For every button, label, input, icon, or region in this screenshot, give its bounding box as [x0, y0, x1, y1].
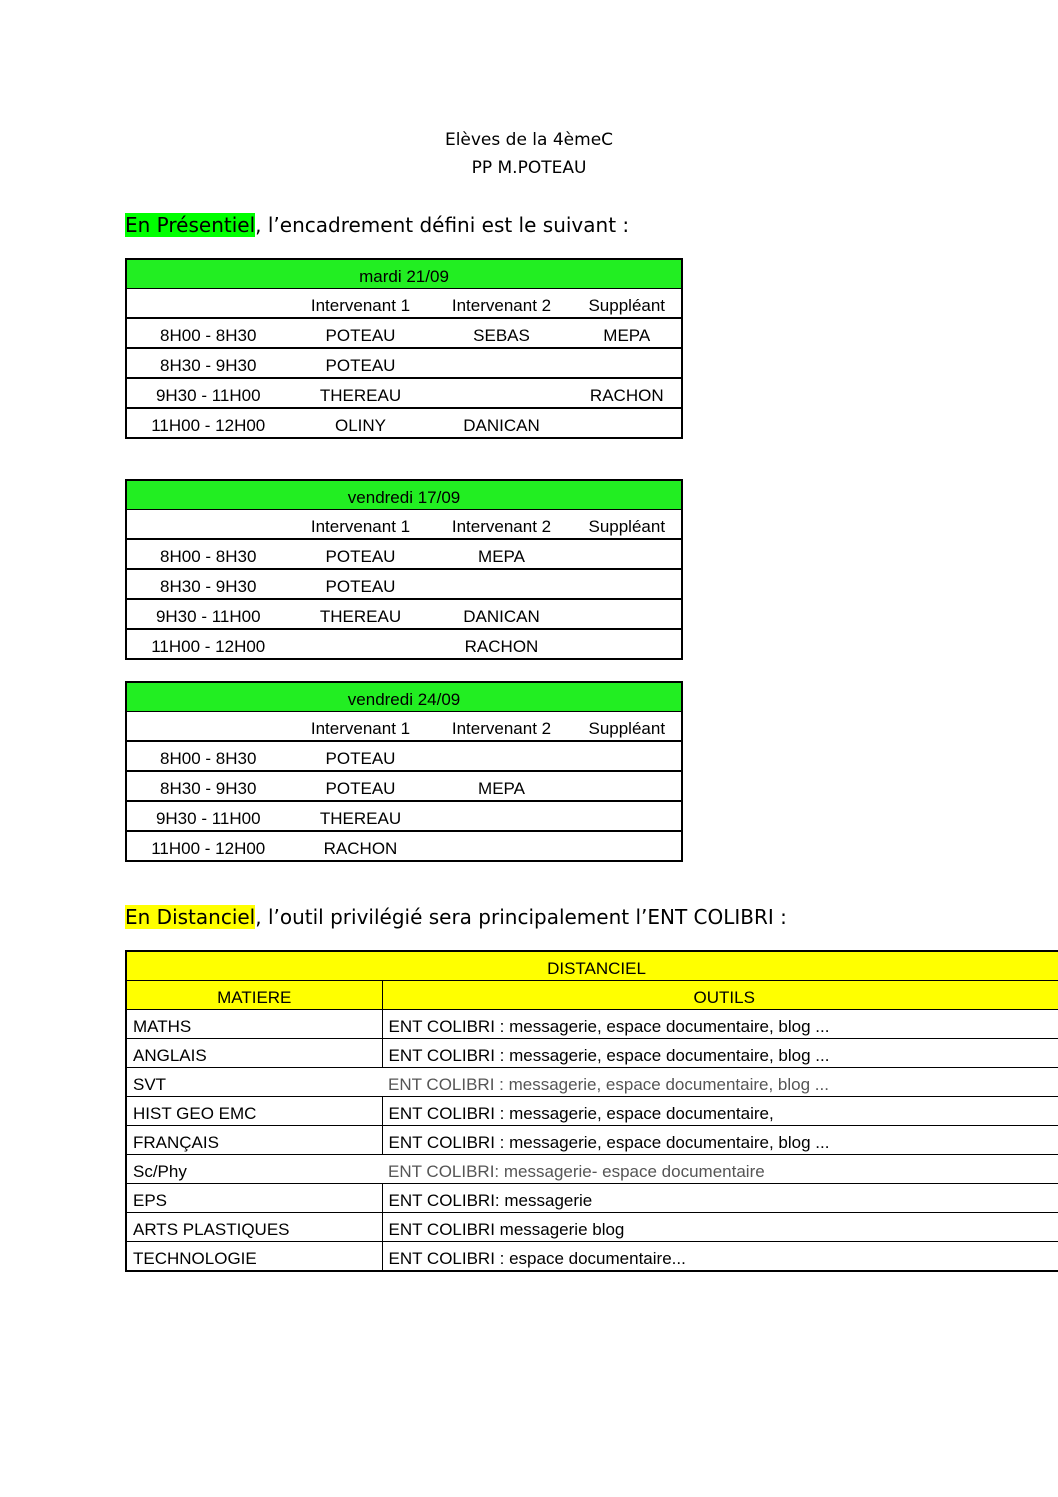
presentiel-highlight: En Présentiel	[125, 213, 256, 237]
cell	[431, 741, 572, 771]
column-header: Intervenant 1	[290, 289, 431, 319]
time-slot: 8H00 - 8H30	[126, 318, 290, 348]
cell: OLINY	[290, 408, 431, 438]
subject: HIST GEO EMC	[126, 1097, 382, 1126]
time-slot: 11H00 - 12H00	[126, 629, 290, 659]
time-slot: 9H30 - 11H00	[126, 599, 290, 629]
column-header-matiere: MATIERE	[126, 981, 382, 1010]
distanciel-heading-rest: , l’outil privilégié sera principalement l’ENT COLIBRI :	[255, 905, 787, 929]
cell	[431, 378, 572, 408]
cell: DANICAN	[431, 599, 572, 629]
column-header	[126, 712, 290, 742]
cell	[431, 569, 572, 599]
tools: ENT COLIBRI : messagerie, espace documentaire, blog ...	[382, 1126, 1058, 1155]
cell	[431, 831, 572, 861]
column-header	[126, 510, 290, 540]
subject: FRANÇAIS	[126, 1126, 382, 1155]
cell	[572, 629, 682, 659]
cell: POTEAU	[290, 741, 431, 771]
cell: POTEAU	[290, 771, 431, 801]
cell	[572, 801, 682, 831]
tools: ENT COLIBRI: messagerie	[382, 1184, 1058, 1213]
cell: RACHON	[572, 378, 682, 408]
schedule-date: mardi 21/09	[126, 259, 682, 289]
time-slot: 11H00 - 12H00	[126, 831, 290, 861]
cell	[572, 348, 682, 378]
cell: MEPA	[572, 318, 682, 348]
cell	[290, 629, 431, 659]
cell: POTEAU	[290, 318, 431, 348]
tools: ENT COLIBRI : messagerie, espace documentaire, blog ...	[382, 1068, 1058, 1097]
subject: EPS	[126, 1184, 382, 1213]
cell	[572, 741, 682, 771]
subject: TECHNOLOGIE	[126, 1242, 382, 1272]
cell: THEREAU	[290, 599, 431, 629]
cell: SEBAS	[431, 318, 572, 348]
column-header	[126, 289, 290, 319]
tools: ENT COLIBRI : messagerie, espace documentaire,	[382, 1097, 1058, 1126]
cell	[572, 599, 682, 629]
cell	[572, 569, 682, 599]
cell: THEREAU	[290, 801, 431, 831]
distanciel-highlight: En Distanciel	[125, 905, 256, 929]
cell	[572, 539, 682, 569]
time-slot: 11H00 - 12H00	[126, 408, 290, 438]
tools: ENT COLIBRI : messagerie, espace documentaire, blog ...	[382, 1010, 1058, 1039]
schedule-table-1	[125, 258, 683, 439]
column-header: Intervenant 1	[290, 510, 431, 540]
column-header: Suppléant	[572, 510, 682, 540]
time-slot: 8H30 - 9H30	[126, 569, 290, 599]
column-header: Intervenant 1	[290, 712, 431, 742]
distanciel-table	[125, 950, 1058, 1272]
tools: ENT COLIBRI : messagerie, espace documentaire, blog ...	[382, 1039, 1058, 1068]
schedule-table-3	[125, 681, 683, 862]
cell: POTEAU	[290, 539, 431, 569]
tools: ENT COLIBRI : espace documentaire...	[382, 1242, 1058, 1272]
tools: ENT COLIBRI messagerie blog	[382, 1213, 1058, 1242]
time-slot: 9H30 - 11H00	[126, 801, 290, 831]
cell: RACHON	[290, 831, 431, 861]
cell	[572, 831, 682, 861]
cell	[431, 801, 572, 831]
cell: POTEAU	[290, 569, 431, 599]
cell: THEREAU	[290, 378, 431, 408]
column-header: Intervenant 2	[431, 289, 572, 319]
title-pp: PP M.POTEAU	[471, 158, 587, 178]
cell	[572, 408, 682, 438]
cell: POTEAU	[290, 348, 431, 378]
time-slot: 9H30 - 11H00	[126, 378, 290, 408]
distanciel-heading	[125, 902, 787, 932]
schedule-date: vendredi 17/09	[126, 480, 682, 510]
subject: ARTS PLASTIQUES	[126, 1213, 382, 1242]
column-header-outils: OUTILS	[382, 981, 1058, 1010]
column-header: Intervenant 2	[431, 712, 572, 742]
cell: DANICAN	[431, 408, 572, 438]
column-header: Suppléant	[572, 712, 682, 742]
time-slot: 8H00 - 8H30	[126, 741, 290, 771]
time-slot: 8H30 - 9H30	[126, 771, 290, 801]
subject: Sc/Phy	[126, 1155, 382, 1184]
tools: ENT COLIBRI: messagerie- espace documentaire	[382, 1155, 1058, 1184]
column-header: Suppléant	[572, 289, 682, 319]
schedule-date: vendredi 24/09	[126, 682, 682, 712]
cell: MEPA	[431, 771, 572, 801]
schedule-table-2	[125, 479, 683, 660]
cell	[431, 348, 572, 378]
cell: RACHON	[431, 629, 572, 659]
column-header: Intervenant 2	[431, 510, 572, 540]
subject: MATHS	[126, 1010, 382, 1039]
distanciel-title: DISTANCIEL	[126, 951, 1058, 981]
title-class: Elèves de la 4èmeC	[444, 130, 614, 150]
subject: ANGLAIS	[126, 1039, 382, 1068]
cell: MEPA	[431, 539, 572, 569]
cell	[572, 771, 682, 801]
time-slot: 8H00 - 8H30	[126, 539, 290, 569]
time-slot: 8H30 - 9H30	[126, 348, 290, 378]
subject: SVT	[126, 1068, 382, 1097]
presentiel-heading	[125, 210, 629, 240]
presentiel-heading-rest: , l’encadrement défini est le suivant :	[255, 213, 630, 237]
